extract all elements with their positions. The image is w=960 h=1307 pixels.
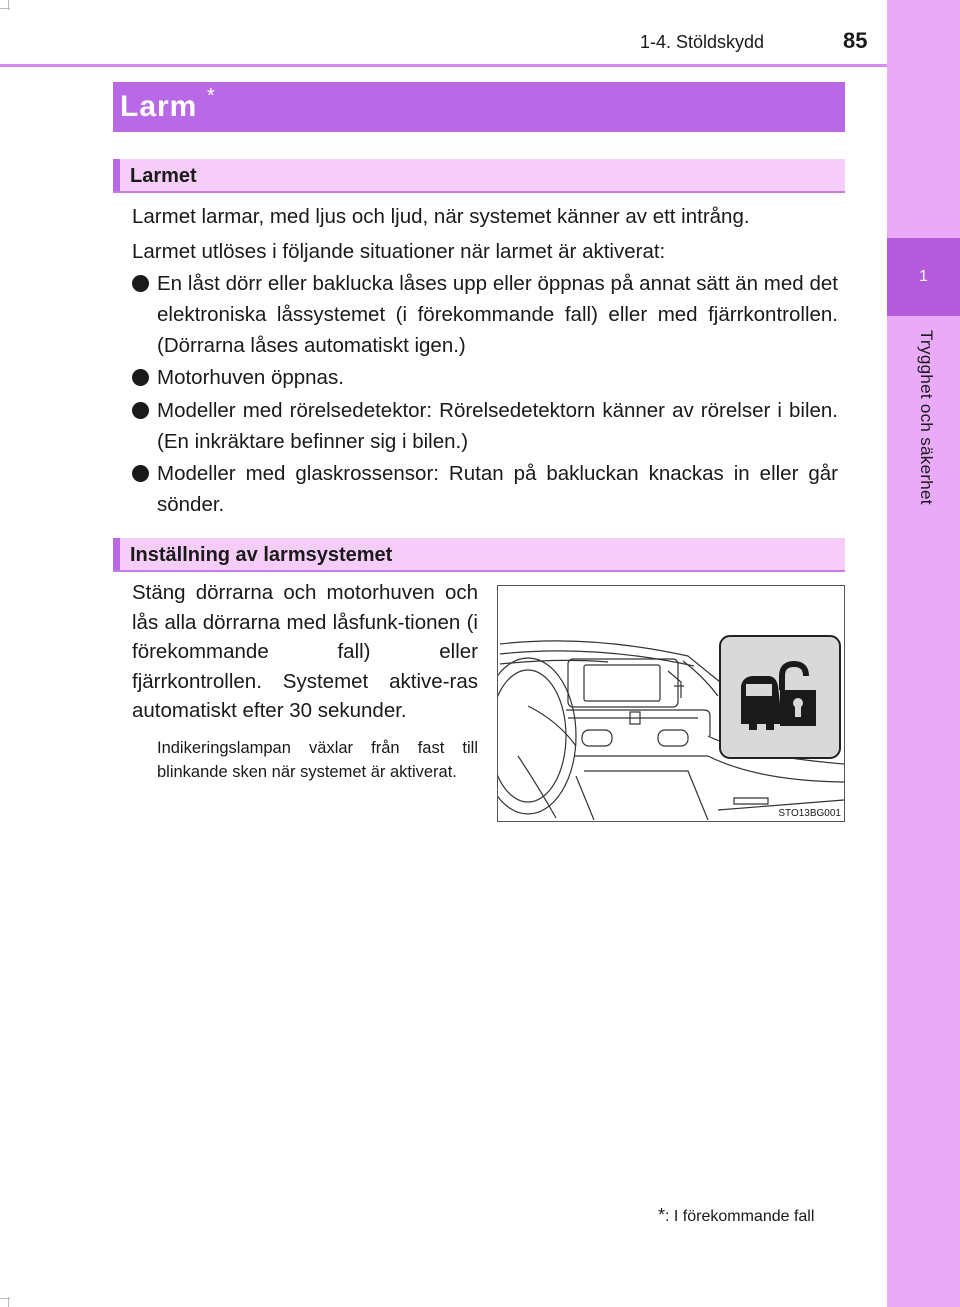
chapter-side-band — [887, 0, 960, 1307]
list-item-text: Motorhuven öppnas. — [157, 366, 344, 389]
section-title: 1-4. Stöldskydd — [640, 32, 765, 52]
list-item-text: En låst dörr eller baklucka låses upp eller öppnas på annat sätt än med det elektroniska låssystemet (i förekommande fall) eller med fjärrkontrollen. (Dörrarna låses automatiskt igen.) — [157, 272, 838, 357]
footnote — [658, 1205, 814, 1226]
trigger-intro: Larmet utlöses i följande situationer när larmet är aktiverat: — [132, 240, 666, 263]
list-item — [132, 395, 838, 457]
list-item-text: Modeller med rörelsedetektor: Rörelsedetektorn känner av rörelser i bilen. (En inkräktare befinner sig i bilen.) — [157, 399, 838, 453]
page-title-bar — [113, 82, 845, 132]
dashboard-illustration — [497, 585, 845, 822]
figure-code: STO13BG001 — [778, 808, 841, 819]
page-title: Larm — [120, 90, 198, 123]
list-item-text: Modeller med glaskrossensor: Rutan på bakluckan knackas in eller går sönder. — [157, 462, 838, 516]
setting-heading: Inställning av larmsystemet — [130, 544, 393, 566]
chapter-number: 1 — [919, 268, 928, 285]
crop-mark — [0, 1298, 10, 1299]
bullet-icon — [132, 402, 149, 419]
setting-note: Indikeringslampan växlar från fast till blinkande sken när systemet är aktiverat. — [157, 739, 478, 781]
title-footnote-star: * — [207, 85, 215, 107]
bullet-icon — [132, 465, 149, 482]
chapter-label: Trygghet och säkerhet — [917, 330, 936, 505]
bullet-icon — [132, 275, 149, 292]
bullet-icon — [132, 369, 149, 386]
alarm-heading: Larmet — [130, 165, 197, 187]
page-number: 85 — [843, 28, 868, 53]
setting-body: Stäng dörrarna och motorhuven och lås alla dörrarna med låsfunk-tionen (i förekommande fall) eller fjärrkontrollen. Systemet aktive-ras automatiskt efter 30 sekunder. — [132, 581, 478, 722]
list-item — [132, 362, 838, 393]
crop-mark — [0, 8, 10, 9]
list-item — [132, 268, 838, 361]
alarm-intro: Larmet larmar, med ljus och ljud, när systemet känner av ett intrång. — [132, 205, 750, 228]
setting-heading-bar — [113, 538, 845, 572]
dashboard-drawing — [498, 586, 844, 821]
footnote-star: * — [658, 1205, 666, 1225]
footnote-text: : I förekommande fall — [665, 1208, 815, 1225]
list-item — [132, 458, 838, 520]
alarm-heading-bar — [113, 159, 845, 193]
header-rule — [0, 64, 887, 67]
chapter-tab — [887, 238, 960, 316]
